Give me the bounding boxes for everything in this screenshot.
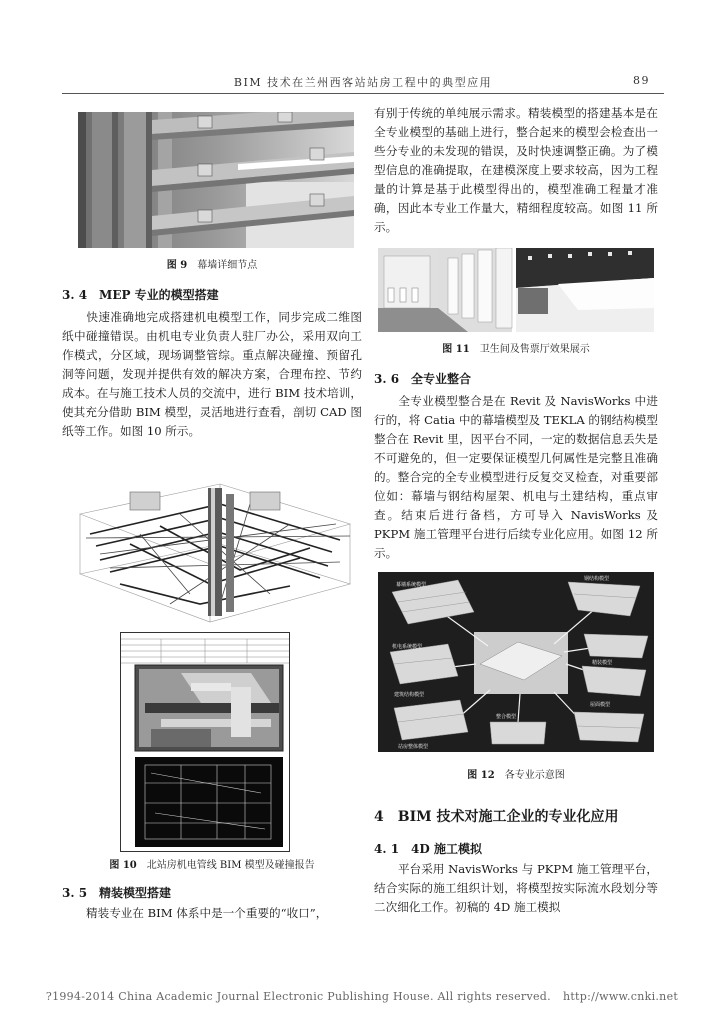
restroom-hall-render	[378, 248, 654, 332]
figure-10-number: 图 10	[109, 860, 137, 871]
discipline-integration-diagram	[378, 572, 654, 752]
fig12-label-3: 建筑结构模型	[394, 692, 425, 698]
figure-10-text: 北站房机电管线 BIM 模型及碰撞报告	[146, 860, 315, 871]
figure-12-number: 图 12	[467, 770, 495, 781]
fig12-label-1: 钢结构模型	[584, 576, 610, 582]
section-3-6-text: 全专业模型整合是在 Revit 及 NavisWorks 中进行的，将 Catia 中的幕墙模型及 TEKLA 的钢结构模型整合在 Revit 里，因平台不同，一定的数据信息丢失是不可避免的，但一定要保证模型几何属性是完整且准确的。整合完的全专业模型进行反复交叉检查，对重要部位如：幕墙与钢结构屋架、机电与土建结构，重点审查。结束后进行备档，方可导入 NavisWorks 及 PKPM 施工管理平台进行后续专业化应用。如图 12 所示。	[374, 394, 658, 560]
section-4-1-text: 平台采用 NavisWorks 与 PKPM 施工管理平台，结合实际的施工组织计划，将模型按实际流水段划分等二次细化工作。初稿的 4D 施工模拟	[374, 862, 658, 914]
fig12-label-4: 整合模型	[496, 714, 517, 720]
figure-9-image	[78, 112, 354, 248]
section-3-4-heading: 3. 4 MEP 专业的模型搭建	[62, 288, 219, 302]
copyright-text: ?1994-2014 China Academic Journal Electronic Publishing House. All rights reserved.	[45, 990, 551, 1003]
section-4-1-heading: 4. 1 4D 施工模拟	[374, 842, 482, 856]
section-3-6-paragraph	[374, 392, 658, 563]
figure-12-text: 各专业示意图	[504, 770, 565, 781]
section-3-6-heading: 3. 6 全专业整合	[374, 372, 472, 386]
section-4-1-paragraph	[374, 860, 658, 917]
fig12-label-6: 屋面模型	[590, 702, 611, 708]
figure-11-image	[378, 248, 654, 332]
fig12-label-5: 精装模型	[592, 660, 613, 666]
section-3-4-text: 快速准确地完成搭建机电模型工作，同步完成二维图纸中碰撞错误。由机电专业负责人驻厂办公，采用双向工作模式，分区域，现场调整管综。重点解决碰撞、预留孔洞等问题，发现并提供有效的解决方案，合理布控、节约成本。在与施工技术人员的交流中，进行 BIM 技术培训，使其充分借助 BIM 模型，灵活地进行查看，剖切 CAD 图纸等工作。如图 10 所示。	[62, 310, 362, 438]
section-3-5-heading: 3. 5 精装模型搭建	[62, 886, 172, 900]
figure-11-number: 图 11	[442, 344, 470, 355]
figure-9-caption	[62, 256, 362, 271]
mep-model-render	[70, 474, 354, 624]
fig12-label-2: 机电系统模型	[392, 644, 423, 650]
figure-12-caption	[374, 766, 658, 781]
fig12-label-7: 站房整体模型	[398, 744, 429, 750]
section-3-4-paragraph	[62, 308, 362, 441]
figure-10-mep-model	[70, 474, 354, 624]
clash-report-render	[121, 633, 289, 851]
header-rule	[62, 93, 664, 94]
figure-9-number: 图 9	[166, 260, 188, 271]
figure-11-caption	[374, 340, 658, 355]
section-3-5-paragraph	[62, 904, 362, 923]
running-header	[62, 74, 664, 90]
running-title: BIM 技术在兰州西客站站房工程中的典型应用	[233, 76, 493, 89]
figure-12-image	[378, 572, 654, 752]
section-4-heading: 4 BIM 技术对施工企业的专业化应用	[374, 809, 619, 825]
finishing-continued-paragraph: 有别于传统的单纯展示需求。精装模型的搭建基本是在全专业模型的基础上进行，整合起来的模型会检查出一些分专业的未发现的错误，及时快速调整正确。为了模型信息的准确提取，在建模深度上要求较高，因为工程量的计算是基于此模型得出的，模型准确工程量才准确，因此本专业工作量大，精细程度较高。如图 11 所示。	[374, 106, 658, 234]
figure-11-text: 卫生间及售票厅效果展示	[479, 344, 590, 355]
fig12-label-0: 幕墙系统模型	[396, 582, 427, 588]
copyright-footer	[0, 990, 724, 1003]
page-number: 89	[633, 74, 650, 87]
section-3-5-text: 精装专业在 BIM 体系中是一个重要的“收口”，	[86, 906, 328, 920]
curtain-wall-render	[78, 112, 354, 248]
figure-9-text: 幕墙详细节点	[197, 260, 258, 271]
cnki-url: http://www.cnki.net	[562, 990, 679, 1003]
figure-10-caption	[62, 856, 362, 871]
figure-10-clash-report	[120, 632, 290, 852]
